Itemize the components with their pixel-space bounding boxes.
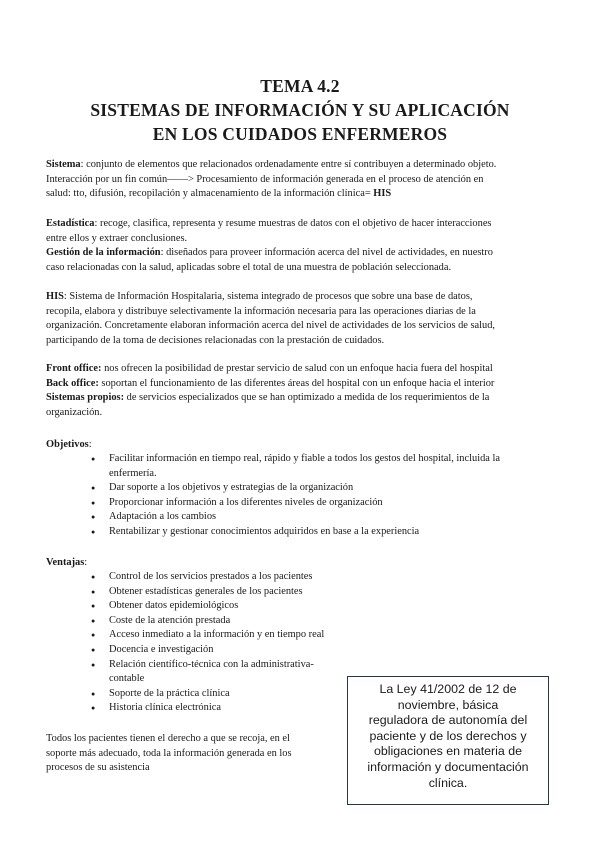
- objetivos-item-continuation: enfermería.: [109, 467, 157, 479]
- sistemas-propios-text-2: organización.: [46, 406, 103, 418]
- law-line-2: noviembre, básica: [397, 697, 499, 712]
- closing-line-3: procesos de su asistencia: [46, 762, 150, 774]
- ventajas-item: ● Docencia e investigación: [91, 643, 351, 658]
- back-office-text: soportan el funcionamiento de las diferentes áreas del hospital con un enfoque hacia el interior: [98, 377, 495, 389]
- his-text-3: organización. Concretamente elaboran información acerca del nivel de actividades de los servicios de salud,: [46, 320, 496, 332]
- his-paragraph: [46, 290, 534, 348]
- gestion-text-1: : diseñados para proveer información acerca del nivel de actividades, en nuestro: [160, 247, 493, 259]
- objetivos-item: ● Adaptación a los cambios: [91, 510, 536, 525]
- law-line-1: La Ley 41/2002 de 12 de: [379, 682, 517, 696]
- sistema-text-1: : conjunto de elementos que relacionados ordenadamente entre sí contribuyen a determinado objeto.: [80, 159, 497, 170]
- estadistica-text-1: : recoge, clasifica, representa y resume muestras de datos con el objetivo de hacer interacciones: [94, 218, 492, 229]
- gestion-text-2: caso relacionadas con la salud, aplicadas sobre el total de una muestra de población seleccionada.: [46, 261, 452, 273]
- objetivos-list: [91, 452, 536, 540]
- ventajas-item: ● Obtener datos epidemiológicos: [91, 599, 351, 614]
- sistemas-propios-text-1: de servicios especializados que se han optimizado a medida de los requerimientos de la: [124, 392, 490, 404]
- sistema-paragraph: [46, 158, 534, 202]
- ventajas-item: ● Acceso inmediato a la información y en tiempo real: [91, 628, 351, 643]
- his-text-1: : Sistema de Información Hospitalaria, sistema integrado de procesos que sobre una base de datos,: [63, 291, 473, 302]
- law-line-7: clínica.: [428, 775, 468, 790]
- objetivos-label: Objetivos: [46, 439, 89, 450]
- objetivos-item: ● Facilitar información en tiempo real, rápido y fiable a todos los gestos del hospital, incluida la: [91, 452, 536, 467]
- law-line-6: información y documentación: [367, 759, 529, 774]
- front-office-term: Front office:: [46, 363, 102, 374]
- objetivos-colon: :: [88, 439, 92, 450]
- ventajas-heading: [46, 556, 87, 570]
- ventajas-item: ● Historia clínica electrónica: [91, 701, 351, 716]
- objetivos-item: ● Dar soporte a los objetivos y estrategias de la organización: [91, 481, 536, 496]
- ventajas-item: ● Soporte de la práctica clínica: [91, 687, 351, 702]
- title-line-2: SISTEMAS DE INFORMACIÓN Y SU APLICACIÓN: [90, 100, 510, 120]
- closing-paragraph: [46, 732, 336, 776]
- ventajas-item: ● Control de los servicios prestados a los pacientes: [91, 570, 351, 585]
- gestion-term: Gestión de la información: [46, 247, 161, 259]
- law-line-4: paciente y de los derechos y: [369, 728, 527, 743]
- ventajas-label: Ventajas: [46, 557, 85, 568]
- sistema-term: Sistema: [46, 159, 81, 170]
- ventajas-item: ● Coste de la atención prestada: [91, 614, 351, 629]
- law-callout-box: [347, 676, 549, 805]
- estadistica-term: Estadística: [46, 218, 95, 229]
- page-title: [0, 74, 600, 146]
- sistema-text-2: Interacción por un fin común——> Procesamiento de información generada en el proceso de atención en: [46, 173, 484, 185]
- objetivos-item: ● Rentabilizar y gestionar conocimientos adquiridos en base a la experiencia: [91, 525, 536, 540]
- objetivos-heading: [46, 438, 92, 452]
- ventajas-colon: :: [84, 557, 88, 568]
- closing-line-2: soporte más adecuado, toda la información generada en los: [46, 747, 292, 759]
- law-line-3: reguladora de autonomía del: [368, 713, 528, 728]
- closing-line-1: Todos los pacientes tienen el derecho a que se recoja, en el: [46, 733, 290, 744]
- sistema-his: HIS: [373, 188, 392, 200]
- his-text-2: recopila, elabora y distribuye selectivamente la información necesaria para las operaciones diarias de la: [46, 305, 476, 317]
- sistemas-propios-term: Sistemas propios:: [46, 392, 125, 404]
- ventajas-list: [91, 570, 351, 716]
- his-term: HIS: [46, 291, 64, 302]
- offices-paragraph: [46, 362, 534, 420]
- back-office-term: Back office:: [46, 377, 99, 389]
- estadistica-paragraph: [46, 217, 534, 275]
- objetivos-item: ● Proporcionar información a los diferentes niveles de organización: [91, 496, 536, 511]
- ventajas-item: ● Obtener estadísticas generales de los pacientes: [91, 585, 351, 600]
- title-line-1: TEMA 4.2: [260, 76, 340, 96]
- estadistica-text-2: entre ellos y extraer conclusiones.: [46, 232, 188, 244]
- title-line-3: EN LOS CUIDADOS ENFERMEROS: [152, 124, 448, 144]
- front-office-text: nos ofrecen la posibilidad de prestar servicio de salud con un enfoque hacia fuera del hospital: [101, 363, 493, 374]
- ventajas-item: ● Relación científico-técnica con la administrativa-: [91, 658, 351, 673]
- law-line-5: obligaciones en materia de: [373, 744, 523, 759]
- ventajas-item-continuation: contable: [109, 673, 145, 685]
- sistema-text-3: salud: tto, difusión, recopilación y almacenamiento de la información clínica=: [46, 188, 374, 200]
- his-text-4: participando de la toma de decisiones relacionadas con la prestación de cuidados.: [46, 334, 385, 346]
